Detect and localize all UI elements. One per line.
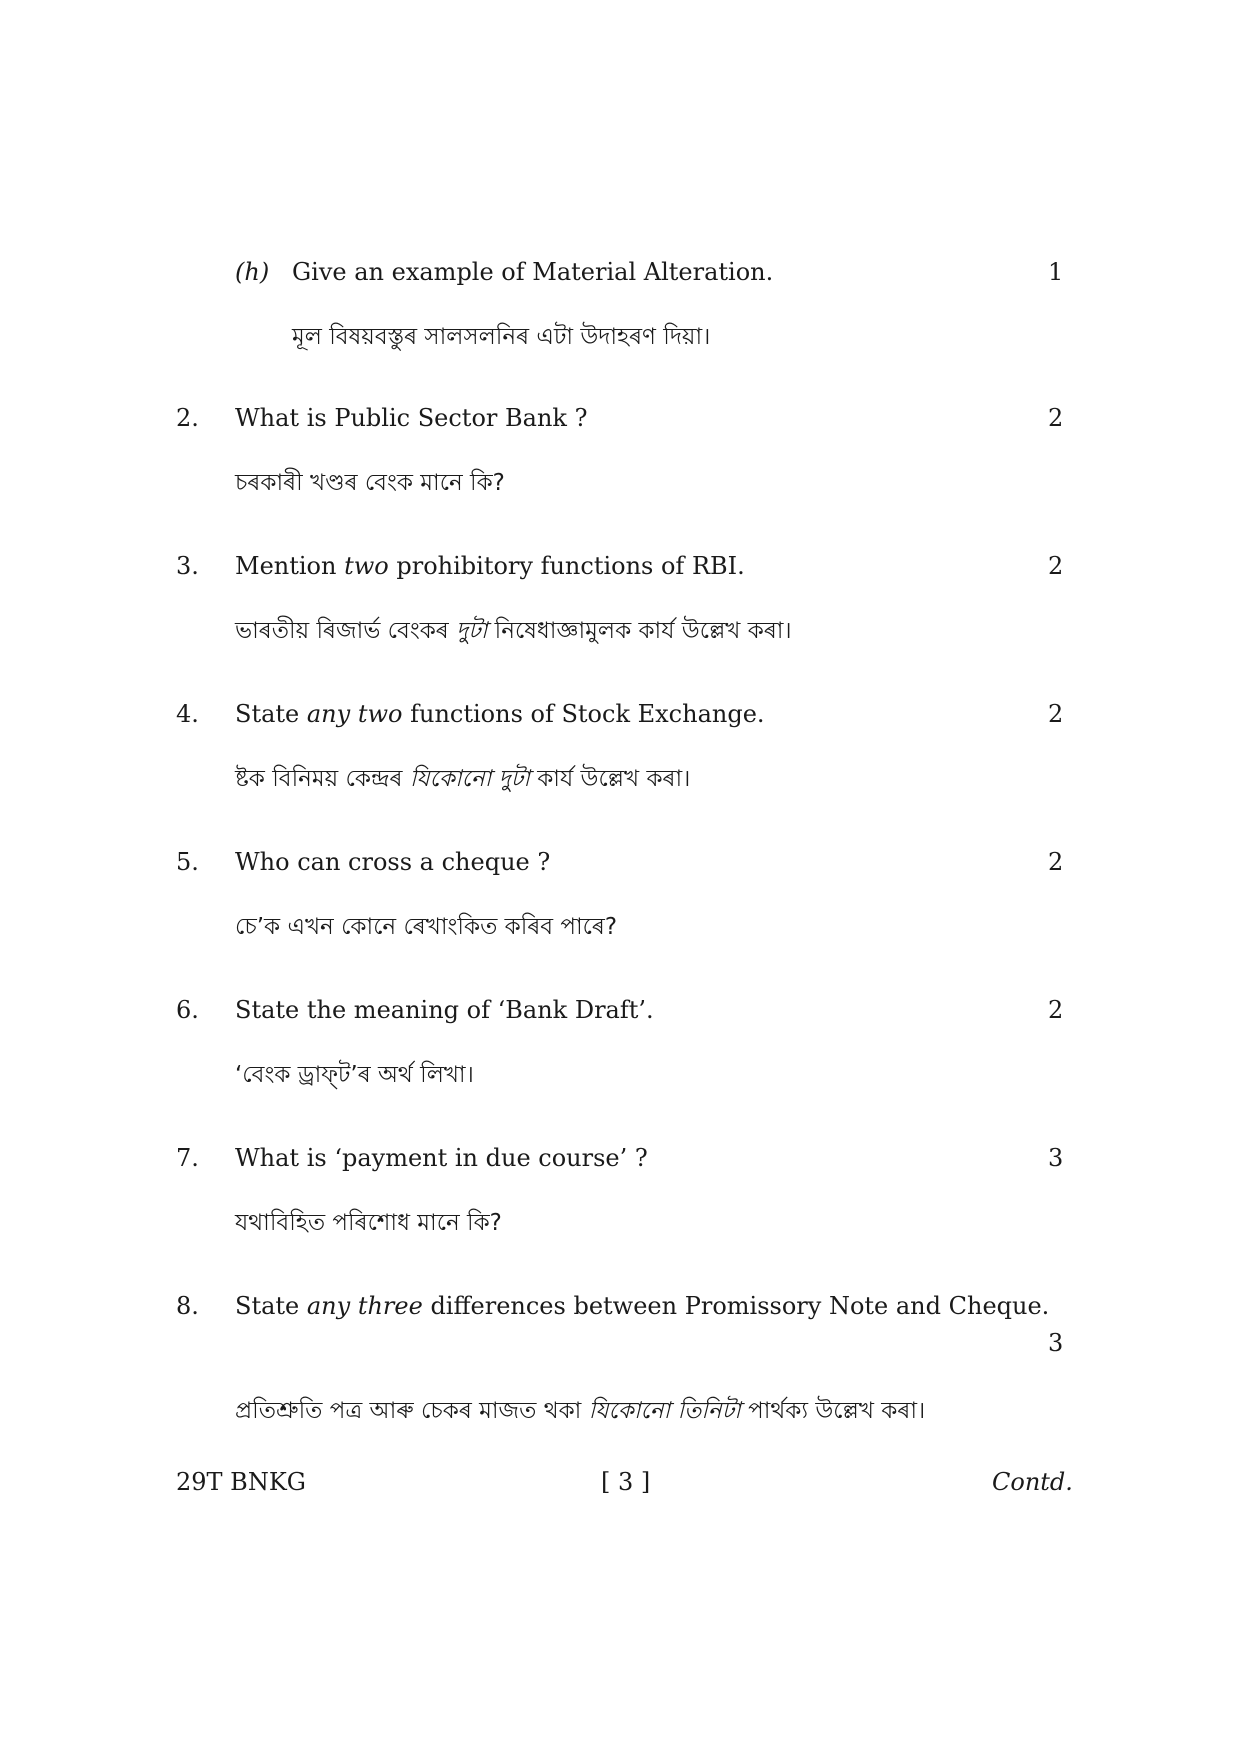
continued-label: Contd. bbox=[992, 1468, 1073, 1496]
paper-code: 29T BNKG bbox=[176, 1468, 306, 1496]
question-marks: 1 bbox=[1048, 258, 1064, 286]
question-text-english: State any three differences between Promissory Note and Cheque. bbox=[235, 1292, 1050, 1320]
question-marks: 2 bbox=[1048, 700, 1064, 728]
question-marks: 2 bbox=[1048, 996, 1064, 1024]
question-text-english: What is ‘payment in due course’ ? bbox=[235, 1144, 648, 1172]
question-number: 8. bbox=[176, 1292, 199, 1320]
question-text-assamese: চৰকাৰী খণ্ডৰ বেংক মানে কি? bbox=[235, 470, 505, 496]
question-text-assamese: মূল বিষয়বস্তুৰ সালসলনিৰ এটা উদাহৰণ দিয়া। bbox=[292, 324, 711, 350]
question-text-english: State the meaning of ‘Bank Draft’. bbox=[235, 996, 654, 1024]
question-number: (h) bbox=[235, 258, 270, 286]
question-text-assamese: যথাবিহিত পৰিশোধ মানে কি? bbox=[235, 1210, 502, 1236]
question-marks: 3 bbox=[1048, 1329, 1064, 1357]
question-marks: 2 bbox=[1048, 552, 1064, 580]
question-text-assamese: চে’ক এখন কোনে ৰেখাংকিত কৰিব পাৰে? bbox=[235, 914, 618, 940]
question-marks: 2 bbox=[1048, 404, 1064, 432]
question-text-english: What is Public Sector Bank ? bbox=[235, 404, 588, 432]
question-number: 6. bbox=[176, 996, 199, 1024]
question-text-assamese: ষ্টক বিনিময় কেন্দ্ৰৰ যিকোনো দুটা কাৰ্য উল্লেখ কৰা। bbox=[235, 766, 691, 792]
question-text-english: Mention two prohibitory functions of RBI. bbox=[235, 552, 745, 580]
question-number: 5. bbox=[176, 848, 199, 876]
question-text-english: Who can cross a cheque ? bbox=[235, 848, 551, 876]
question-text-assamese: ভাৰতীয় ৰিজাৰ্ভ বেংকৰ দুটা নিষেধাজ্ঞামুলক কাৰ্য উল্লেখ কৰা। bbox=[235, 618, 792, 644]
question-text-assamese: প্ৰতিশ্ৰুতি পত্ৰ আৰু চেকৰ মাজত থকা যিকোনো তিনিটা পাৰ্থক্য উল্লেখ কৰা। bbox=[235, 1398, 926, 1424]
question-number: 2. bbox=[176, 404, 199, 432]
question-marks: 2 bbox=[1048, 848, 1064, 876]
question-text-assamese: ‘বেংক ড্ৰাফ্‌ট’ৰ অৰ্থ লিখা। bbox=[235, 1062, 474, 1088]
question-marks: 3 bbox=[1048, 1144, 1064, 1172]
question-number: 4. bbox=[176, 700, 199, 728]
question-text-english: State any two functions of Stock Exchange. bbox=[235, 700, 765, 728]
question-number: 7. bbox=[176, 1144, 199, 1172]
question-text-english: Give an example of Material Alteration. bbox=[292, 258, 774, 286]
page-number: [ 3 ] bbox=[601, 1468, 651, 1496]
question-number: 3. bbox=[176, 552, 199, 580]
